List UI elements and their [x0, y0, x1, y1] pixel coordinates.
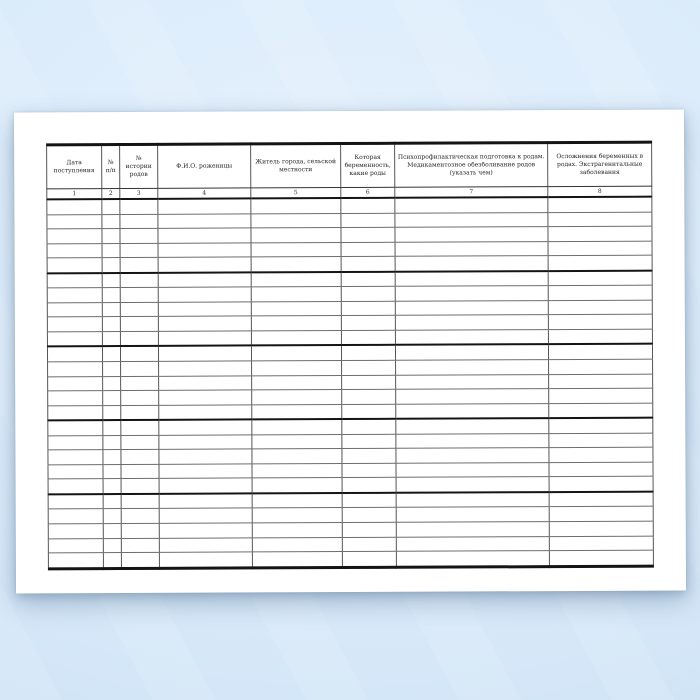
empty-cell [549, 403, 653, 419]
empty-cell [341, 242, 395, 257]
empty-cell [102, 243, 120, 258]
empty-cell [121, 479, 159, 494]
empty-cell [341, 345, 395, 360]
empty-cell [342, 522, 396, 537]
empty-cell [396, 522, 549, 537]
empty-cell [120, 199, 158, 214]
empty-cell [47, 229, 102, 244]
empty-cell [252, 361, 342, 376]
empty-cell [251, 257, 341, 272]
empty-cell [548, 329, 652, 345]
empty-cell [103, 391, 121, 406]
empty-cell [342, 375, 396, 390]
empty-cell [341, 227, 395, 242]
empty-cell [159, 375, 252, 390]
table-row [48, 550, 653, 568]
empty-cell [103, 538, 121, 553]
empty-cell [396, 418, 549, 434]
empty-cell [47, 347, 102, 362]
birth-registration-table [46, 141, 654, 570]
empty-cell [342, 419, 396, 434]
empty-cell [159, 420, 252, 435]
column-number: 3 [120, 188, 158, 199]
empty-cell [342, 537, 396, 552]
empty-cell [159, 508, 252, 523]
empty-cell [396, 462, 549, 477]
empty-cell [549, 521, 653, 536]
empty-cell [48, 509, 103, 524]
empty-cell [548, 344, 652, 360]
empty-cell [548, 315, 652, 330]
empty-cell [121, 405, 159, 420]
empty-cell [252, 537, 342, 552]
empty-cell [548, 255, 652, 271]
empty-cell [549, 388, 653, 403]
empty-cell [396, 403, 549, 419]
empty-cell [102, 317, 120, 332]
empty-cell [395, 241, 548, 256]
empty-cell [47, 199, 102, 214]
empty-cell [549, 492, 653, 508]
empty-cell [341, 272, 395, 287]
empty-cell [252, 523, 342, 538]
empty-cell [102, 199, 120, 214]
empty-cell [342, 478, 396, 493]
column-number: 2 [102, 189, 120, 200]
empty-cell [251, 301, 341, 316]
empty-cell [396, 507, 549, 522]
empty-cell [121, 523, 159, 538]
empty-cell [48, 420, 103, 435]
empty-cell [252, 493, 342, 508]
empty-cell [395, 300, 548, 315]
empty-cell [342, 463, 396, 478]
empty-cell [102, 331, 120, 346]
empty-cell [158, 243, 251, 258]
empty-cell [549, 550, 653, 566]
empty-cell [548, 285, 652, 300]
empty-cell [395, 345, 548, 361]
empty-cell [48, 450, 103, 465]
empty-cell [121, 464, 159, 479]
empty-cell [120, 243, 158, 258]
empty-cell [120, 288, 158, 303]
empty-cell [121, 435, 159, 450]
empty-cell [395, 197, 548, 213]
empty-cell [548, 270, 652, 286]
empty-cell [548, 241, 652, 256]
column-header-pregnancy-count: Которая беременность, какие роды [341, 143, 395, 187]
empty-cell [252, 390, 342, 405]
empty-cell [341, 198, 395, 213]
empty-cell [47, 317, 102, 332]
empty-cell [121, 376, 159, 391]
empty-cell [120, 331, 158, 346]
empty-cell [159, 435, 252, 450]
empty-cell [158, 228, 251, 243]
empty-cell [121, 390, 159, 405]
empty-cell [102, 302, 120, 317]
empty-cell [252, 508, 342, 523]
column-number: 8 [548, 186, 652, 197]
column-header-mother-name: Ф.И.О. роженицы [158, 144, 251, 188]
header-label-row [47, 142, 652, 189]
column-number: 7 [395, 187, 548, 198]
empty-cell [252, 449, 342, 464]
empty-cell [102, 258, 120, 273]
empty-cell [251, 316, 341, 331]
column-header-residence: Житель города, сельской местности [251, 144, 341, 188]
empty-cell [48, 391, 103, 406]
empty-cell [341, 330, 395, 345]
empty-cell [396, 360, 549, 375]
empty-cell [103, 494, 121, 509]
empty-cell [341, 287, 395, 302]
empty-cell [395, 227, 548, 242]
column-header-preparation-anesthesia: Психопрофилактическая подготовка к родам. Медикаментозное обезболивание родов (указать чем) [395, 143, 548, 188]
empty-cell [48, 405, 103, 420]
empty-cell [120, 273, 158, 288]
empty-cell [158, 302, 251, 317]
column-number: 5 [251, 188, 341, 199]
empty-cell [342, 551, 396, 567]
empty-cell [251, 242, 341, 257]
empty-cell [121, 450, 159, 465]
column-header-birth-history-number: № истории родов [120, 144, 158, 188]
empty-cell [396, 448, 549, 463]
empty-cell [48, 376, 103, 391]
empty-cell [252, 552, 342, 568]
empty-cell [120, 214, 158, 229]
empty-cell [341, 316, 395, 331]
empty-cell [159, 390, 252, 405]
empty-cell [342, 508, 396, 523]
empty-cell [47, 288, 102, 303]
empty-cell [341, 301, 395, 316]
empty-cell [159, 361, 252, 376]
empty-cell [395, 330, 548, 346]
empty-cell [395, 271, 548, 287]
empty-cell [47, 214, 102, 229]
empty-cell [121, 538, 159, 553]
empty-cell [158, 272, 251, 287]
empty-cell [103, 479, 121, 494]
empty-cell [47, 258, 102, 273]
empty-cell [120, 346, 158, 361]
empty-cell [549, 507, 653, 522]
empty-cell [548, 226, 652, 241]
empty-cell [120, 228, 158, 243]
empty-cell [342, 493, 396, 508]
table-body [47, 197, 654, 569]
empty-cell [48, 435, 103, 450]
empty-cell [47, 302, 102, 317]
empty-cell [549, 447, 653, 462]
empty-cell [251, 198, 341, 213]
table-header [47, 142, 652, 199]
column-number: 6 [341, 187, 395, 198]
empty-cell [252, 434, 342, 449]
empty-cell [396, 389, 549, 404]
empty-cell [549, 418, 653, 434]
empty-cell [396, 374, 549, 389]
empty-cell [548, 197, 652, 213]
empty-cell [252, 404, 342, 419]
empty-cell [342, 360, 396, 375]
empty-cell [251, 213, 341, 228]
empty-cell [159, 523, 252, 538]
empty-cell [158, 287, 251, 302]
empty-cell [120, 302, 158, 317]
empty-cell [48, 553, 103, 569]
empty-cell [48, 524, 103, 539]
empty-cell [103, 376, 121, 391]
empty-cell [48, 464, 103, 479]
empty-cell [102, 346, 120, 361]
empty-cell [549, 477, 653, 493]
empty-cell [396, 477, 549, 493]
empty-cell [103, 553, 121, 569]
empty-cell [102, 288, 120, 303]
column-header-complications: Осложнения беременных в родах. Экстрагенитальные заболевания [548, 142, 652, 186]
empty-cell [121, 420, 159, 435]
empty-cell [47, 273, 102, 288]
empty-cell [341, 213, 395, 228]
empty-cell [251, 272, 341, 287]
empty-cell [158, 331, 251, 346]
empty-cell [121, 509, 159, 524]
empty-cell [252, 478, 342, 493]
empty-cell [103, 420, 121, 435]
document-page [14, 110, 686, 594]
empty-cell [396, 433, 549, 448]
empty-cell [548, 212, 652, 227]
empty-cell [396, 492, 549, 508]
empty-cell [159, 405, 252, 420]
empty-cell [251, 287, 341, 302]
empty-cell [549, 359, 653, 374]
empty-cell [342, 449, 396, 464]
empty-cell [103, 362, 121, 377]
empty-cell [251, 346, 341, 361]
empty-cell [549, 433, 653, 448]
empty-cell [159, 478, 252, 493]
empty-cell [159, 552, 252, 568]
empty-cell [103, 405, 121, 420]
column-header-serial-number: № п/п [102, 145, 120, 189]
empty-cell [158, 198, 251, 213]
empty-cell [48, 362, 103, 377]
empty-cell [342, 434, 396, 449]
empty-cell [342, 389, 396, 404]
empty-cell [251, 330, 341, 345]
empty-cell [396, 551, 549, 567]
empty-cell [48, 494, 103, 509]
empty-cell [47, 332, 102, 347]
empty-cell [102, 229, 120, 244]
empty-cell [48, 538, 103, 553]
empty-cell [252, 375, 342, 390]
empty-cell [159, 538, 252, 553]
empty-cell [341, 256, 395, 271]
empty-cell [395, 315, 548, 330]
empty-cell [251, 228, 341, 243]
empty-cell [103, 524, 121, 539]
empty-cell [103, 464, 121, 479]
empty-cell [121, 552, 159, 568]
empty-cell [102, 273, 120, 288]
empty-cell [120, 317, 158, 332]
empty-cell [252, 463, 342, 478]
empty-cell [158, 346, 251, 361]
empty-cell [158, 257, 251, 272]
empty-cell [342, 404, 396, 419]
empty-cell [548, 300, 652, 315]
empty-cell [121, 494, 159, 509]
empty-cell [549, 462, 653, 477]
empty-cell [103, 435, 121, 450]
empty-cell [158, 213, 251, 228]
empty-cell [47, 243, 102, 258]
column-number: 4 [158, 188, 251, 199]
empty-cell [159, 464, 252, 479]
column-header-admission-date: Дата поступления [47, 145, 102, 189]
empty-cell [121, 361, 159, 376]
empty-cell [103, 509, 121, 524]
empty-cell [158, 316, 251, 331]
empty-cell [252, 419, 342, 434]
empty-cell [102, 214, 120, 229]
empty-cell [395, 256, 548, 272]
empty-cell [48, 479, 103, 494]
empty-cell [395, 212, 548, 227]
column-number: 1 [47, 189, 102, 200]
empty-cell [549, 536, 653, 551]
empty-cell [395, 286, 548, 301]
empty-cell [396, 536, 549, 551]
empty-cell [549, 374, 653, 389]
empty-cell [120, 258, 158, 273]
empty-cell [159, 449, 252, 464]
empty-cell [103, 450, 121, 465]
empty-cell [159, 493, 252, 508]
